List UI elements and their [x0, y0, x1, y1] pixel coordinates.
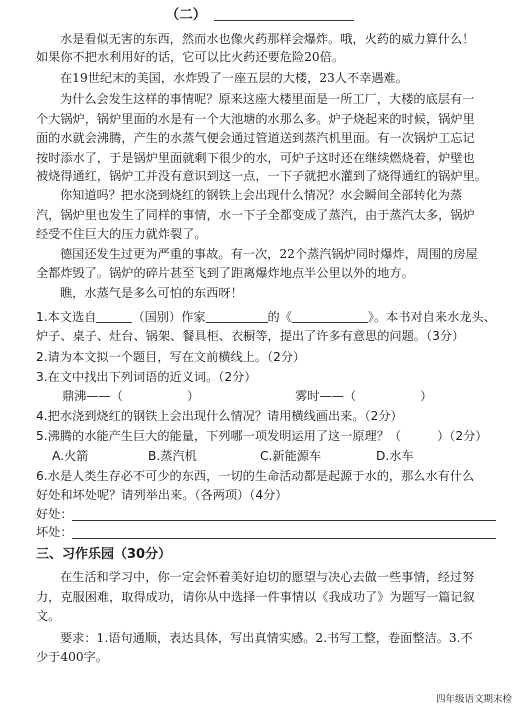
writing-line: 在生活和学习中，你一定会怀着美好迫切的愿望与决心去做一些事情，经过努	[60, 570, 475, 584]
writing-line: 力，克服困难，取得成功，请你从中选择一件事情以《我成功了》为题写一篇记叙	[36, 590, 475, 604]
question-2: 2.请为本文拟一个题目，写在文前横线上。（2分）	[36, 350, 306, 364]
option-d[interactable]: D.水车	[376, 449, 414, 463]
passage-title-blank[interactable]	[214, 7, 354, 21]
writing-requirements-line-2: 少于400字。	[36, 650, 109, 664]
passage-line: 汽，锅炉里也发生了同样的事情，水一下子全都变成了蒸汽，由于蒸汽太多，锅炉	[36, 208, 475, 222]
passage-line: 水是看似无害的东西，然而水也像火药那样会爆炸。哦，火药的威力算什么！	[60, 32, 475, 46]
section-two-title: （二）	[0, 7, 520, 23]
passage-line: 全都炸毁了。锅炉的碎片甚至飞到了距离爆炸地点半公里以外的地方。	[36, 266, 414, 280]
passage-line: 在19世纪末的美国，水炸毁了一座五层的大楼，23人不幸遇难。	[60, 71, 408, 85]
option-b[interactable]: B.蒸汽机	[148, 449, 197, 463]
passage-line: 如果你不把水利用好的话，它可以比火药还要危险20倍。	[36, 50, 345, 64]
bad-answer-line[interactable]	[72, 538, 496, 539]
question-3: 3.在文中找出下列词语的近义词。（2分）	[36, 370, 257, 384]
author-blank[interactable]	[206, 310, 268, 323]
writing-heading: 三、习作乐园（30分）	[36, 547, 172, 562]
bad-label: 坏处：	[36, 525, 73, 539]
passage-line: 个大锅炉，锅炉里面的水是有一个大池塘的水那么多。炉子烧起来的时候，锅炉里	[36, 112, 475, 126]
good-answer-line[interactable]	[72, 520, 496, 521]
option-a[interactable]: A.火箭	[52, 449, 89, 463]
question-6: 6.水是人类生存必不可少的东西，一切的生命活动都是起源于水的，那么水有什么	[36, 469, 475, 483]
nationality-blank[interactable]	[96, 310, 132, 323]
writing-line: 文。	[36, 609, 61, 623]
good-label: 好处：	[36, 507, 73, 521]
writing-requirements: 要求：1.语句通顺，表达具体，写出真情实感。2.书写工整，卷面整洁。3.不	[60, 631, 473, 645]
question-4: 4.把水浇到烧红的钢铁上会出现什么情况？请用横线画出来。（2分）	[36, 409, 403, 423]
question-6-line-2: 好处和坏处呢？请列举出来。（各两项）（4分）	[36, 488, 288, 502]
passage-line: 按时添水了，于是锅炉里面就剩下很少的水，可炉子这时还在继续燃烧着，炉壁也	[36, 151, 475, 165]
book-title-blank[interactable]	[292, 310, 368, 323]
question-1-line-2: 炉子、桌子、灶台、锅架、餐具柜、衣橱等，提出了许多有意思的问题。（3分）	[36, 329, 465, 343]
passage-line: 经受不住巨大的压力就炸裂了。	[36, 227, 207, 241]
passage-line: 你知道吗？把水浇到烧红的钢铁上会出现什么情况？水会瞬间全部转化为蒸	[60, 188, 463, 202]
passage-line: 面的水就会沸腾，产生的水蒸气便会通过管道送到蒸汽机里面。有一次锅炉工忘记	[36, 131, 475, 145]
footer-label: 四年级语文期末检	[435, 694, 512, 705]
option-c[interactable]: C.新能源车	[260, 449, 322, 463]
question-5-options	[52, 448, 494, 464]
passage-line: 为什么会发生这样的事情呢？原来这座大楼里面是一所工厂，大楼的底层有一	[60, 92, 475, 106]
passage-line: 瞧，水蒸气是多么可怕的东西呀！	[60, 286, 243, 300]
passage-line: 德国还发生过更为严重的事故。有一次，22个蒸汽锅炉同时爆炸，周围的房屋	[60, 247, 478, 261]
passage-line: 被烧得通红，锅炉工并没有意识到这一点，一下子就把水灌到了烧得通红的锅炉里。	[36, 169, 487, 183]
question-3-words: 鼎沸——（ ） 雾时——（ ）	[62, 389, 433, 403]
question-1: 1.本文选自 （国别）作家 的《 》。本书对自来水龙头、	[36, 310, 496, 324]
question-5: 5.沸腾的水能产生巨大的能量，下列哪一项发明运用了这一原理？（ ）（2分）	[36, 429, 488, 443]
